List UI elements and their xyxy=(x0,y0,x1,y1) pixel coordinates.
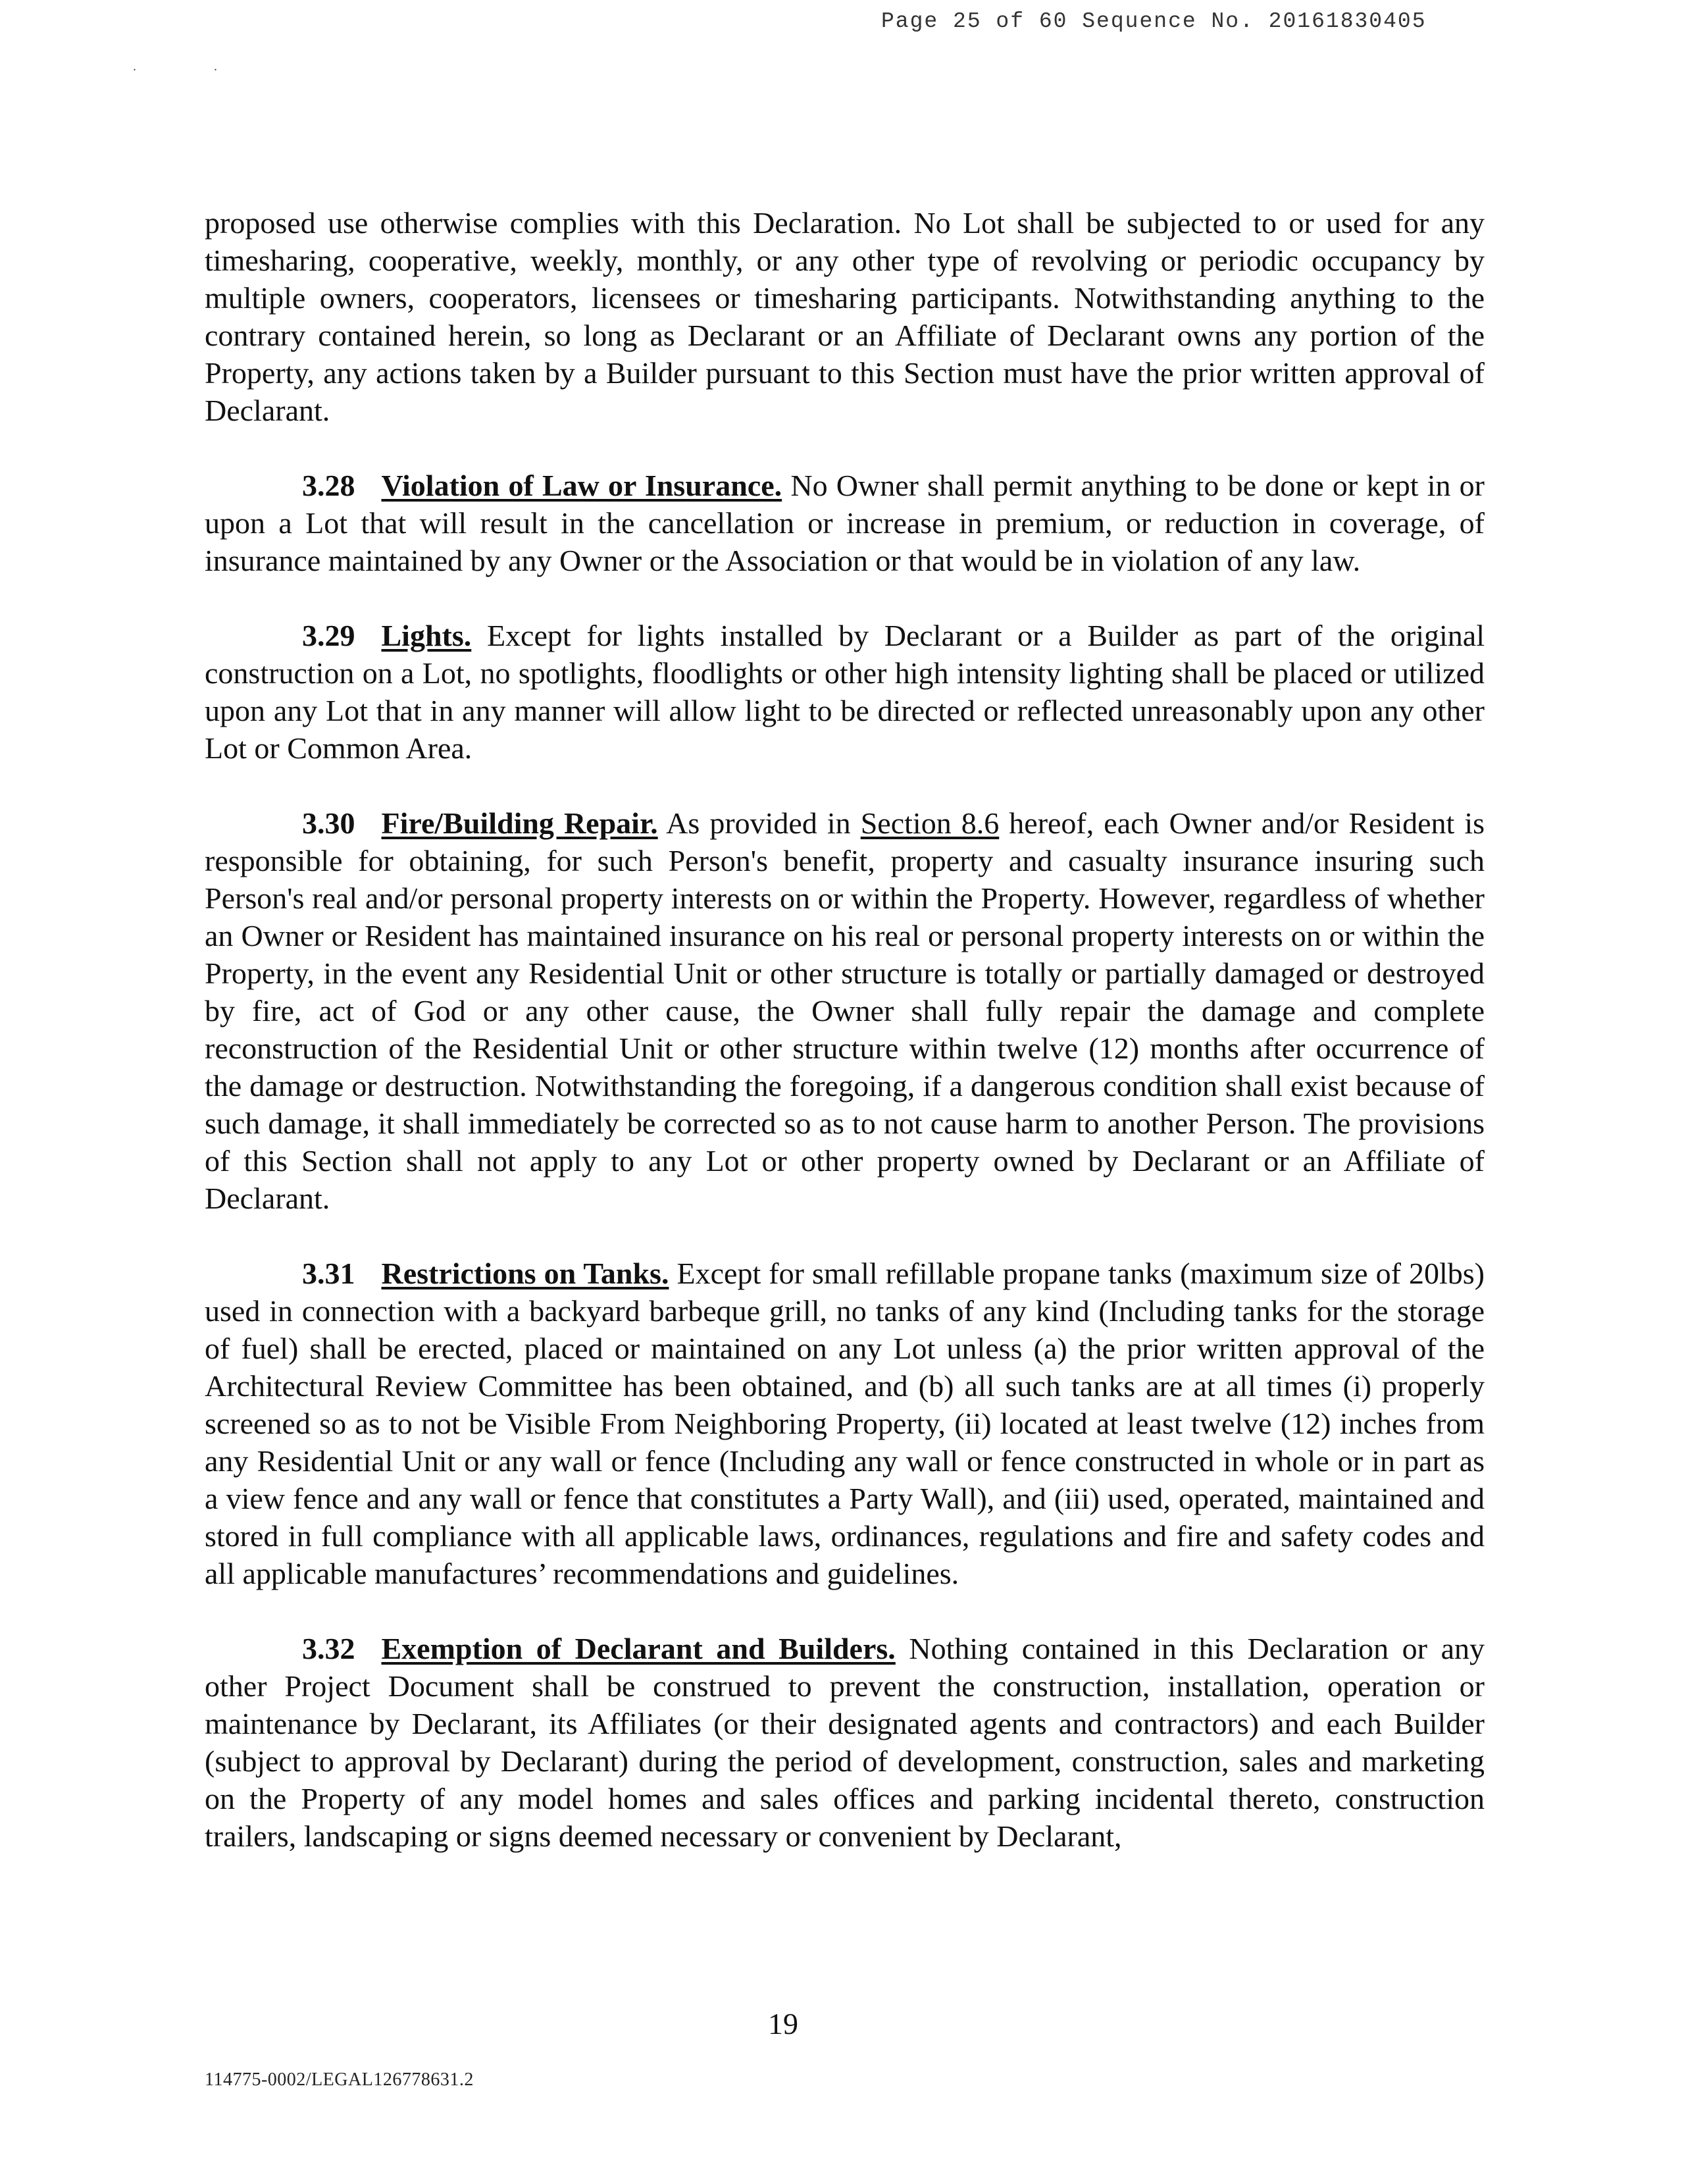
section-3-29 xyxy=(205,617,1485,767)
scan-speck: . xyxy=(133,59,136,74)
scan-specks xyxy=(133,59,295,74)
section-body: Except for lights installed by Declarant or a Builder as part of the original construction on a Lot, no spotlights, floodlights or other high intensity lighting shall be placed or utilized upon any Lot that in any manner will allow light to be directed or reflected unreasonably upon any other Lot or Common Area. xyxy=(205,619,1485,765)
section-number: 3.31 xyxy=(302,1257,355,1290)
intro-paragraph: proposed use otherwise complies with this Declaration. No Lot shall be subjected to or used for any timesharing, cooperative, weekly, monthly, or any other type of revolving or periodic occupancy by multiple owners, cooperators, licensees or timesharing participants. Notwithstanding anything to the contrary contained herein, so long as Declarant or an Affiliate of Declarant owns any portion of the Property, any actions taken by a Builder pursuant to this Section must have the prior written approval of Declarant. xyxy=(205,206,1485,427)
section-title: Violation of Law or Insurance. xyxy=(381,469,782,502)
section-number: 3.30 xyxy=(302,806,355,840)
document-id: 114775-0002/LEGAL126778631.2 xyxy=(205,2069,474,2090)
scan-speck: . xyxy=(214,59,217,74)
section-title: Lights. xyxy=(381,619,472,652)
section-title: Fire/Building Repair. xyxy=(381,806,658,840)
page-number: 19 xyxy=(768,2007,798,2041)
section-body: hereof, each Owner and/or Resident is responsible for obtaining, for such Person's benefit, property and casualty insurance insuring such Person's real and/or personal property interests on or within the Property. However, regardless of whether an Owner or Resident has maintained insurance on his real or personal property interests on or within the Property, in the event any Residential Unit or other structure is totally or partially damaged or destroyed by fire, act of God or any other cause, the Owner shall fully repair the damage and complete reconstruction of the Residential Unit or other structure within twelve (12) months after occurrence of the damage or destruction. Notwithstanding the foregoing, if a dangerous condition shall exist because of such damage, it shall immediately be corrected so as to not cause harm to another Person. The provisions of this Section shall not apply to any Lot or other property owned by Declarant or an Affiliate of Declarant. xyxy=(205,806,1485,1215)
section-body: No Owner shall permit anything to be done or kept in or upon a Lot that will result in the cancellation or increase in premium, or reduction in coverage, of insurance maintained by any Owner or the Association or that would be in violation of any law. xyxy=(205,469,1485,577)
section-number: 3.28 xyxy=(302,469,355,502)
document-body xyxy=(205,204,1485,1892)
section-body-intro: As provided in xyxy=(666,806,851,840)
section-3-30 xyxy=(205,804,1485,1217)
section-title: Exemption of Declarant and Builders. xyxy=(381,1632,896,1665)
section-number: 3.32 xyxy=(302,1632,355,1665)
page-sequence-header: Page 25 of 60 Sequence No. 20161830405 xyxy=(881,9,1427,34)
section-cross-reference: Section 8.6 xyxy=(860,806,1000,840)
section-3-28 xyxy=(205,467,1485,579)
section-body: Except for small refillable propane tanks (maximum size of 20lbs) used in connection with a backyard barbeque grill, no tanks of any kind (Including tanks for the storage of fuel) shall be erected, placed or maintained on any Lot unless (a) the prior written approval of the Architectural Review Committee has been obtained, and (b) all such tanks are at all times (i) properly screened so as to not be Visible From Neighboring Property, (ii) located at least twelve (12) inches from any Residential Unit or any wall or fence (Including any wall or fence constructed in whole or in part as a view fence and any wall or fence that constitutes a Party Wall), and (iii) used, operated, maintained and stored in full compliance with all applicable laws, ordinances, regulations and fire and safety codes and all applicable manufactures’ recommendations and guidelines. xyxy=(205,1257,1485,1590)
section-number: 3.29 xyxy=(302,619,355,652)
section-3-32 xyxy=(205,1630,1485,1855)
section-title: Restrictions on Tanks. xyxy=(381,1257,669,1290)
section-body: Nothing contained in this Declaration or any other Project Document shall be construed to prevent the construction, installation, operation or maintenance by Declarant, its Affiliates (or their designated agents and contractors) and each Builder (subject to approval by Declarant) during the period of development, construction, sales and marketing on the Property of any model homes and sales offices and parking incidental thereto, construction trailers, landscaping or signs deemed necessary or convenient by Declarant, xyxy=(205,1632,1485,1853)
section-3-31 xyxy=(205,1255,1485,1592)
